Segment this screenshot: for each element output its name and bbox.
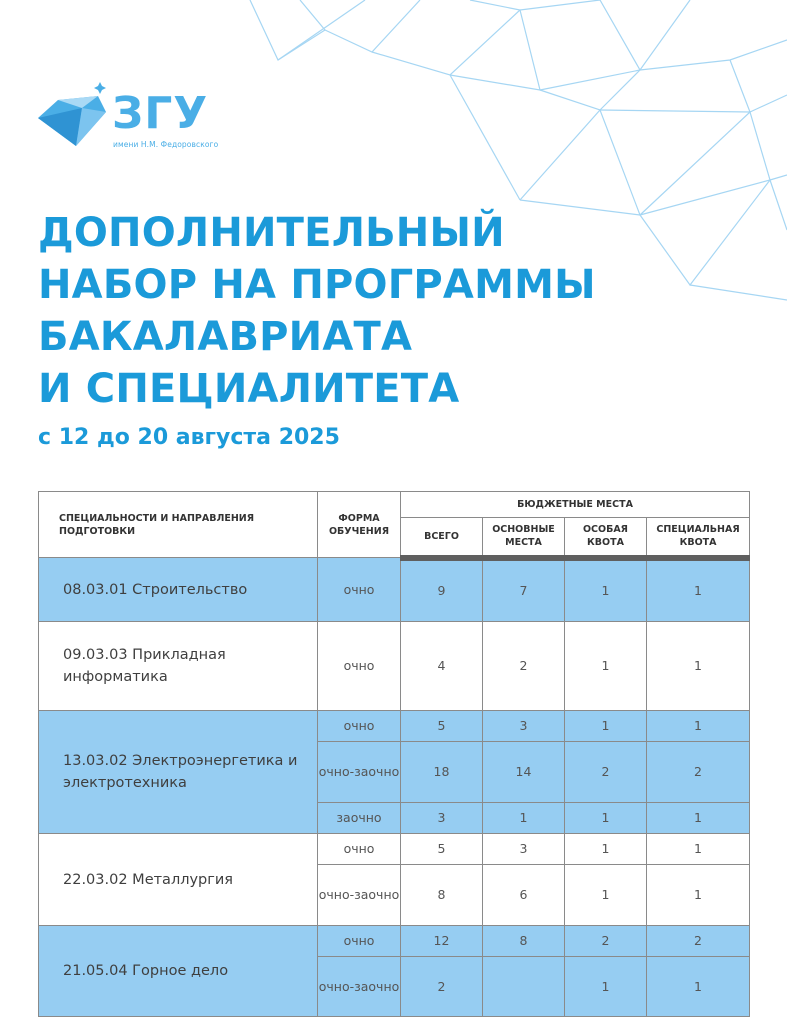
budget-header: БЮДЖЕТНЫЕ МЕСТА	[401, 492, 750, 518]
logo-subtitle: имени Н.М. Федоровского	[113, 140, 219, 149]
total-cell: 8	[401, 865, 483, 926]
table-row	[39, 834, 750, 865]
form-header: ФОРМА ОБУЧЕНИЯ	[318, 492, 401, 558]
main-cell	[483, 957, 565, 1017]
main-cell: 6	[483, 865, 565, 926]
total-cell: 5	[401, 834, 483, 865]
table-row	[39, 622, 750, 711]
title-line: НАБОР НА ПРОГРАММЫ	[38, 262, 596, 308]
form-cell: очно	[318, 558, 401, 622]
total-cell: 5	[401, 711, 483, 742]
date-range: с 12 до 20 августа 2025	[38, 425, 340, 450]
special-cell: 2	[565, 926, 647, 957]
program-name: 09.03.03 Прикладная информатика	[39, 622, 318, 711]
specialty-header: СПЕЦИАЛЬНОСТИ И НАПРАВЛЕНИЯ ПОДГОТОВКИ	[39, 492, 318, 558]
total-cell: 9	[401, 558, 483, 622]
target-quota-header: СПЕЦИАЛЬНАЯ КВОТА	[647, 518, 750, 558]
budget-places-table	[38, 491, 750, 1017]
table-row	[39, 558, 750, 622]
form-cell: очно-заочно	[318, 865, 401, 926]
title-line: И СПЕЦИАЛИТЕТА	[38, 366, 460, 412]
total-cell: 3	[401, 803, 483, 834]
table-row	[39, 711, 750, 742]
main-cell: 3	[483, 834, 565, 865]
main-places-header: ОСНОВНЫЕ МЕСТА	[483, 518, 565, 558]
program-name: 13.03.02 Электроэнергетика и электротехника	[39, 711, 318, 834]
main-cell: 8	[483, 926, 565, 957]
page-title	[38, 207, 596, 415]
target-cell: 1	[647, 834, 750, 865]
total-cell: 18	[401, 742, 483, 803]
target-cell: 1	[647, 957, 750, 1017]
total-cell: 12	[401, 926, 483, 957]
target-cell: 1	[647, 803, 750, 834]
logo-text: ЗГУ	[112, 88, 209, 139]
target-cell: 1	[647, 622, 750, 711]
target-cell: 2	[647, 926, 750, 957]
special-cell: 1	[565, 957, 647, 1017]
title-line: БАКАЛАВРИАТА	[38, 314, 413, 360]
total-header: ВСЕГО	[401, 518, 483, 558]
program-name: 08.03.01 Строительство	[39, 558, 318, 622]
form-cell: очно-заочно	[318, 742, 401, 803]
program-name: 21.05.04 Горное дело	[39, 926, 318, 1017]
target-cell: 1	[647, 711, 750, 742]
total-cell: 4	[401, 622, 483, 711]
special-cell: 1	[565, 622, 647, 711]
special-cell: 2	[565, 742, 647, 803]
special-cell: 1	[565, 865, 647, 926]
table-row	[39, 926, 750, 957]
title-line: ДОПОЛНИТЕЛЬНЫЙ	[38, 210, 505, 256]
program-name: 22.03.02 Металлургия	[39, 834, 318, 926]
target-cell: 1	[647, 558, 750, 622]
form-cell: очно	[318, 834, 401, 865]
form-cell: очно	[318, 926, 401, 957]
main-cell: 14	[483, 742, 565, 803]
form-cell: заочно	[318, 803, 401, 834]
special-quota-header: ОСОБАЯ КВОТА	[565, 518, 647, 558]
main-cell: 2	[483, 622, 565, 711]
form-cell: очно	[318, 711, 401, 742]
main-cell: 1	[483, 803, 565, 834]
special-cell: 1	[565, 803, 647, 834]
target-cell: 1	[647, 865, 750, 926]
form-cell: очно-заочно	[318, 957, 401, 1017]
special-cell: 1	[565, 558, 647, 622]
main-cell: 7	[483, 558, 565, 622]
main-cell: 3	[483, 711, 565, 742]
total-cell: 2	[401, 957, 483, 1017]
special-cell: 1	[565, 711, 647, 742]
target-cell: 2	[647, 742, 750, 803]
special-cell: 1	[565, 834, 647, 865]
form-cell: очно	[318, 622, 401, 711]
